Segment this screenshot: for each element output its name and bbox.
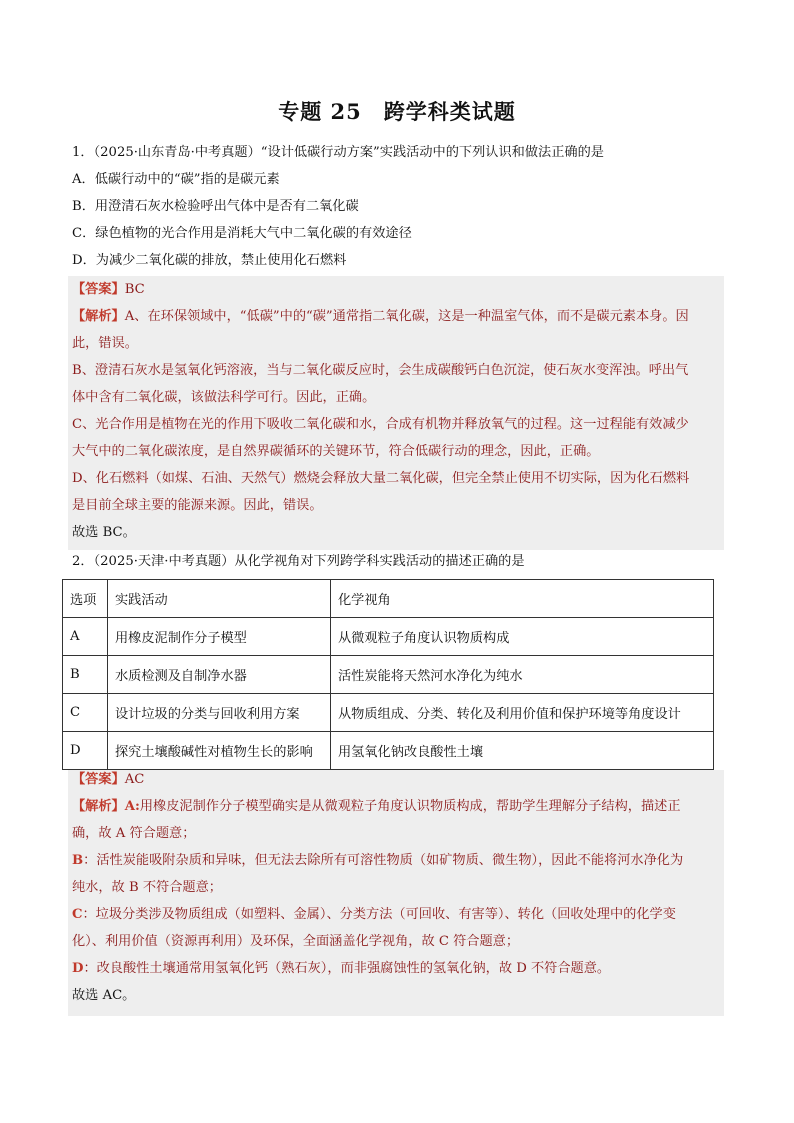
question-1-option-b: B．用澄清石灰水检验呼出气体中是否有二氧化碳 [72, 199, 359, 214]
question-1-analysis-line: 体中含有二氧化碳，该做法科学可行。因此，正确。 [72, 390, 376, 405]
question-1-analysis-line: 是目前全球主要的能源来源。因此，错误。 [72, 498, 323, 513]
question-1-analysis-line: D、化石燃料（如煤、石油、天然气）燃烧会释放大量二氧化碳，但完全禁止使用不切实际，因为化石燃料 [72, 471, 690, 486]
answer-tag: 【答案】 [72, 772, 125, 787]
question-1-analysis-line: 大气中的二氧化碳浓度，是自然界碳循环的关键环节，符合低碳行动的理念，因此，正确。 [72, 444, 600, 459]
table-cell: 水质检测及自制净水器 [108, 656, 331, 694]
option-label: A: [124, 799, 140, 814]
question-2-answer [72, 770, 144, 790]
analysis-tag: 【解析】 [72, 799, 125, 814]
question-1-analysis-line: B、澄清石灰水是氢氧化钙溶液，当与二氧化碳反应时，会生成碳酸钙白色沉淀，使石灰水变浑浊。呼出气 [72, 363, 689, 378]
table-row [63, 618, 714, 656]
question-2-table [62, 579, 714, 770]
question-2-conclusion: 故选 AC。 [72, 988, 136, 1003]
option-label: D [72, 961, 84, 976]
table-cell: A [63, 618, 108, 656]
table-header-cell: 实践活动 [108, 580, 331, 618]
question-1-answer [72, 280, 145, 300]
question-2-stem: 2．（2025·天津·中考真题）从化学视角对下列跨学科实践活动的描述正确的是 [72, 554, 525, 569]
answer-tag: 【答案】 [72, 282, 125, 297]
table-cell: 设计垃圾的分类与回收利用方案 [108, 694, 331, 732]
question-1-analysis-line: C、光合作用是植物在光的作用下吸收二氧化碳和水，合成有机物并释放氧气的过程。这一过程能有效减少 [72, 417, 689, 432]
question-1-stem: 1．（2025·山东青岛·中考真题）“设计低碳行动方案”实践活动中的下列认识和做法正确的是 [72, 145, 604, 160]
question-1-analysis-line [72, 307, 689, 327]
question-1-conclusion: 故选 BC。 [72, 525, 136, 540]
question-2-analysis-line: 确，故 A 符合题意； [72, 826, 196, 841]
question-1-analysis-line: 此，错误。 [72, 336, 138, 351]
question-1-answer-block [68, 276, 724, 550]
table-header-cell: 选项 [63, 580, 108, 618]
question-2-analysis-line [72, 959, 610, 979]
table-cell: 从微观粒子角度认识物质构成 [331, 618, 714, 656]
option-label: B [72, 853, 84, 868]
table-row [63, 694, 714, 732]
question-2-analysis-line: 纯水，故 B 不符合题意； [72, 880, 222, 895]
table-row [63, 732, 714, 770]
table-cell: 探究土壤酸碱性对植物生长的影响 [108, 732, 331, 770]
analysis-text: A、在环保领域中，“低碳”中的“碳”通常指二氧化碳，这是一种温室气体，而不是碳元素本身。因 [124, 309, 689, 324]
question-2-analysis-line [72, 905, 676, 925]
analysis-tag: 【解析】 [72, 309, 125, 324]
table-cell: 用橡皮泥制作分子模型 [108, 618, 331, 656]
question-2-analysis-line [72, 851, 683, 871]
table-cell: 用氢氧化钠改良酸性土壤 [331, 732, 714, 770]
table-header-row [63, 580, 714, 618]
option-label: C [72, 907, 83, 922]
analysis-text: 用橡皮泥制作分子模型确实是从微观粒子角度认识物质构成，帮助学生理解分子结构，描述正 [139, 799, 681, 814]
question-1-option-a: A．低碳行动中的“碳”指的是碳元素 [72, 172, 280, 187]
table-header-cell: 化学视角 [331, 580, 714, 618]
question-1-option-d: D．为减少二氧化碳的排放，禁止使用化石燃料 [72, 253, 347, 268]
table-cell: 从物质组成、分类、转化及利用价值和保护环境等角度设计 [331, 694, 714, 732]
analysis-text: ：改良酸性土壤通常用氢氧化钙（熟石灰），而非强腐蚀性的氢氧化钠，故 D 不符合题意。 [83, 961, 611, 976]
page-title: 专题 25 跨学科类试题 [278, 99, 516, 124]
table-cell: C [63, 694, 108, 732]
question-2-answer-block [68, 770, 724, 1016]
table-cell: 活性炭能将天然河水净化为纯水 [331, 656, 714, 694]
table-cell: D [63, 732, 108, 770]
analysis-text: ：垃圾分类涉及物质组成（如塑料、金属）、分类方法（可回收、有害等）、转化（回收处理中的化学变 [82, 907, 676, 922]
answer-value: AC [124, 772, 145, 787]
table-row [63, 656, 714, 694]
table-cell: B [63, 656, 108, 694]
answer-value: BC [124, 282, 145, 297]
question-2-analysis-line: 化）、利用价值（资源再利用）及环保，全面涵盖化学视角，故 C 符合题意； [72, 934, 520, 949]
analysis-text: ：活性炭能吸附杂质和异味，但无法去除所有可溶性物质（如矿物质、微生物），因此不能将河水净化为 [83, 853, 684, 868]
question-1-option-c: C．绿色植物的光合作用是消耗大气中二氧化碳的有效途径 [72, 226, 412, 241]
question-2-analysis-line [72, 797, 681, 817]
